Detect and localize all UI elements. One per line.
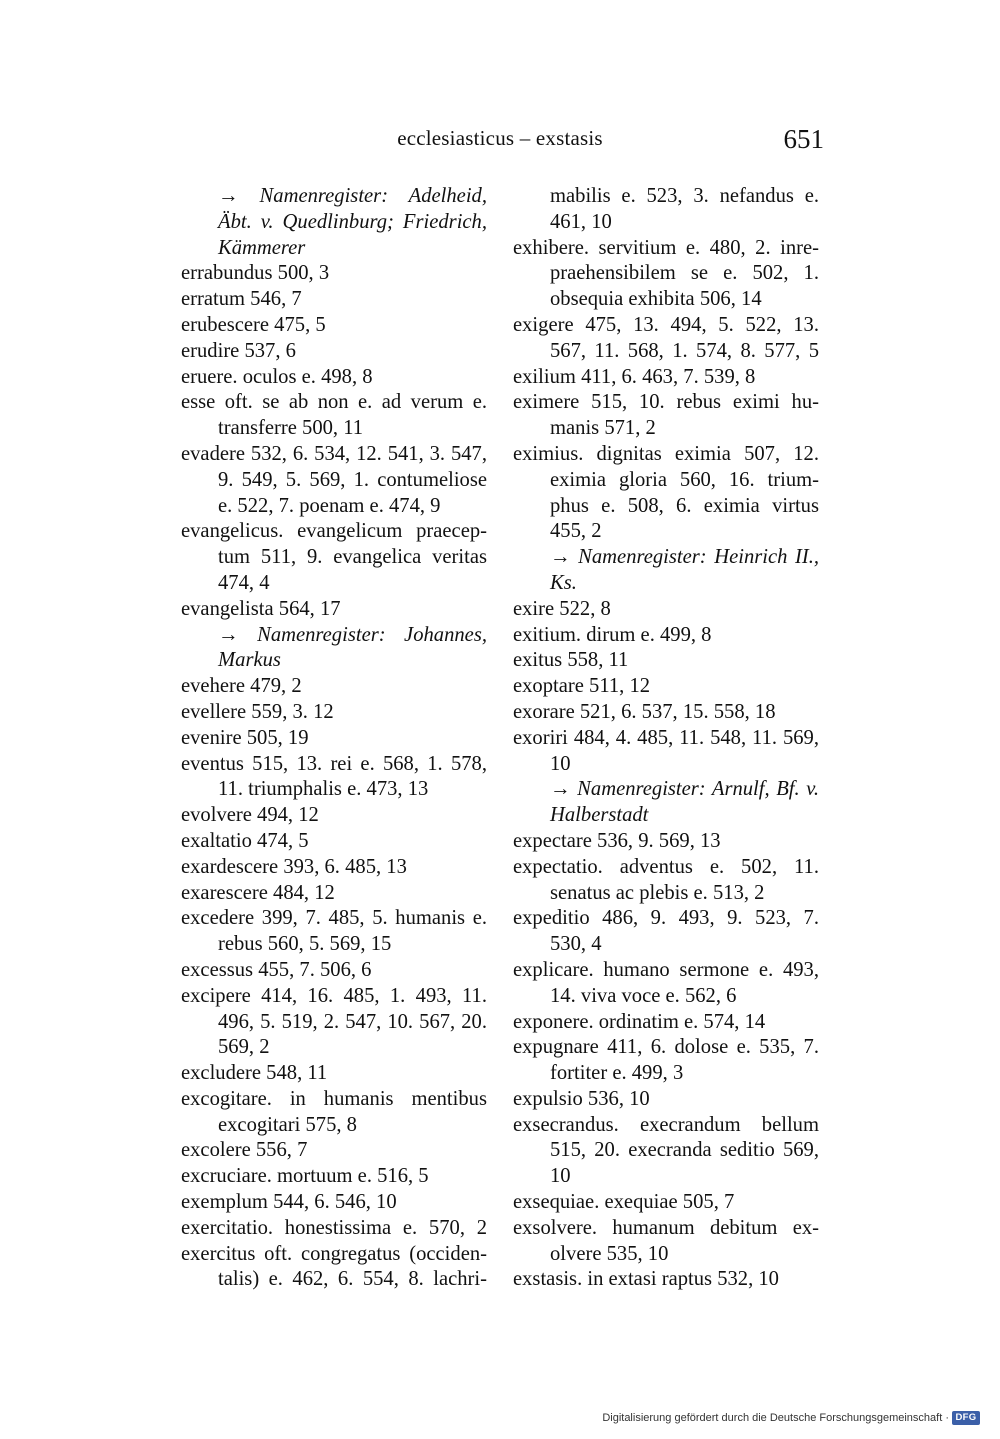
index-line: olvere 535, 10 (550, 1242, 669, 1265)
index-line: Markus (218, 649, 281, 672)
index-line: 569, 2 (218, 1036, 270, 1059)
index-line: exarescere 484, 12 (181, 881, 335, 904)
index-line: exoptare 511, 12 (513, 675, 651, 698)
index-line: phus e. 508, 6. eximia virtus (550, 494, 819, 517)
index-line: Ks. (550, 571, 577, 594)
index-line: erubescere 475, 5 (181, 313, 326, 336)
index-line: exponere. ordinatim e. 574, 14 (513, 1010, 766, 1033)
index-line: exstasis. in extasi raptus 532, 10 (513, 1268, 779, 1291)
index-line: eximius. dignitas eximia 507, 12. (513, 442, 819, 465)
index-line: exigere 475, 13. 494, 5. 522, 13. (513, 313, 819, 336)
index-line: exitium. dirum e. 499, 8 (513, 623, 712, 646)
index-line: evadere 532, 6. 534, 12. 541, 3. 547, (181, 442, 487, 465)
index-line: manis 571, 2 (550, 417, 656, 440)
index-line: errabundus 500, 3 (181, 262, 330, 285)
index-line: transferre 500, 11 (218, 417, 364, 440)
index-line: → Namenregister: Johannes, (218, 623, 487, 646)
index-line: exsolvere. humanum debitum ex- (513, 1216, 819, 1239)
index-line: praehensibilem se e. 502, 1. (550, 262, 819, 285)
index-line: obsequia exhibita 506, 14 (550, 288, 762, 311)
index-line: exitus 558, 11 (513, 649, 629, 672)
index-line: expulsio 536, 10 (513, 1087, 650, 1110)
index-line: expectare 536, 9. 569, 13 (513, 829, 721, 852)
index-line: 14. viva voce e. 562, 6 (550, 984, 737, 1007)
index-line: evolvere 494, 12 (181, 804, 319, 827)
index-line: explicare. humano sermone e. 493, (513, 958, 819, 981)
index-line: 10 (550, 752, 571, 775)
index-line: excruciare. mortuum e. 516, 5 (181, 1165, 429, 1188)
index-line: expectatio. adventus e. 502, 11. (513, 855, 819, 878)
index-line: 11. triumphalis e. 473, 13 (218, 778, 429, 801)
index-line: excessus 455, 7. 506, 6 (181, 958, 372, 981)
index-line: esse oft. se ab non e. ad verum e. (181, 391, 487, 414)
index-line: rebus 560, 5. 569, 15 (218, 933, 392, 956)
index-line: excogitare. in humanis mentibus (181, 1087, 487, 1110)
index-line: 515, 20. execranda seditio 569, (550, 1139, 819, 1162)
index-line: evenire 505, 19 (181, 726, 309, 749)
index-line: 455, 2 (550, 520, 602, 543)
index-line: exsequiae. exequiae 505, 7 (513, 1191, 735, 1214)
index-line: expeditio 486, 9. 493, 9. 523, 7. (513, 907, 819, 930)
index-line: exorare 521, 6. 537, 15. 558, 18 (513, 700, 776, 723)
index-line: evellere 559, 3. 12 (181, 700, 334, 723)
index-line: exercitus oft. congregatus (occiden- (181, 1242, 487, 1265)
index-column-left (181, 184, 487, 1293)
page-header-title: ecclesiasticus – exstasis (397, 126, 603, 150)
index-line: exaltatio 474, 5 (181, 829, 309, 852)
index-line: evehere 479, 2 (181, 675, 302, 698)
index-line: 496, 5. 519, 2. 547, 10. 567, 20. (218, 1010, 487, 1033)
index-line: exsecrandus. execrandum bellum (513, 1113, 819, 1136)
index-line: exercitatio. honestissima e. 570, 2 (181, 1216, 487, 1239)
index-line: → Namenregister: Heinrich II., (550, 546, 819, 569)
index-line: exemplum 544, 6. 546, 10 (181, 1191, 397, 1214)
index-line: talis) e. 462, 6. 554, 8. lachri- (218, 1268, 487, 1291)
index-line: expugnare 411, 6. dolose e. 535, 7. (513, 1036, 819, 1059)
page-number: 651 (783, 124, 824, 154)
index-line: evangelicus. evangelicum praecep- (181, 520, 487, 543)
index-line: mabilis e. 523, 3. nefandus e. (550, 185, 819, 207)
index-line: exire 522, 8 (513, 597, 611, 620)
index-line: excedere 399, 7. 485, 5. humanis e. (181, 907, 487, 930)
index-line: 530, 4 (550, 933, 602, 956)
index-line: eventus 515, 13. rei e. 568, 1. 578, (181, 752, 487, 775)
index-column-right (513, 184, 819, 1293)
index-line: exhibere. servitium e. 480, 2. inre- (513, 236, 819, 259)
index-line: 461, 10 (550, 210, 612, 233)
index-line: 9. 549, 5. 569, 1. contumeliose (218, 468, 487, 491)
index-line: 474, 4 (218, 571, 270, 594)
index-line: excludere 548, 11 (181, 1062, 328, 1085)
index-line: erratum 546, 7 (181, 288, 302, 311)
index-line: eruere. oculos e. 498, 8 (181, 365, 373, 388)
index-line: 10 (550, 1165, 571, 1188)
index-line: fortiter e. 499, 3 (550, 1062, 684, 1085)
index-line: excolere 556, 7 (181, 1139, 308, 1162)
footer-credit: Digitalisierung gefördert durch die Deutsche Forschungsgemeinschaft · (602, 1412, 949, 1424)
index-line: erudire 537, 6 (181, 339, 296, 362)
index-line: evangelista 564, 17 (181, 597, 341, 620)
index-line: excipere 414, 16. 485, 1. 493, 11. (181, 984, 487, 1007)
index-line: exoriri 484, 4. 485, 11. 548, 11. 569, (513, 726, 819, 749)
index-line: exilium 411, 6. 463, 7. 539, 8 (513, 365, 756, 388)
index-line: eximere 515, 10. rebus eximi hu- (513, 391, 819, 414)
index-line: Halberstadt (550, 804, 649, 827)
index-line: tum 511, 9. evangelica veritas (218, 546, 487, 569)
index-line: eximia gloria 560, 16. trium- (550, 468, 819, 491)
index-line: Äbt. v. Quedlinburg; Friedrich, (218, 210, 487, 233)
index-line: 567, 11. 568, 1. 574, 8. 577, 5 (550, 339, 819, 362)
index-line: exardescere 393, 6. 485, 13 (181, 855, 407, 878)
index-line: e. 522, 7. poenam e. 474, 9 (218, 494, 441, 517)
index-line: senatus ac plebis e. 513, 2 (550, 881, 765, 904)
dfg-logo: DFG (952, 1411, 980, 1425)
index-line: → Namenregister: Arnulf, Bf. v. (550, 778, 819, 801)
index-line: excogitari 575, 8 (218, 1113, 357, 1136)
index-line: → Namenregister: Adelheid, (218, 185, 487, 207)
index-line: Kämmerer (218, 236, 306, 259)
